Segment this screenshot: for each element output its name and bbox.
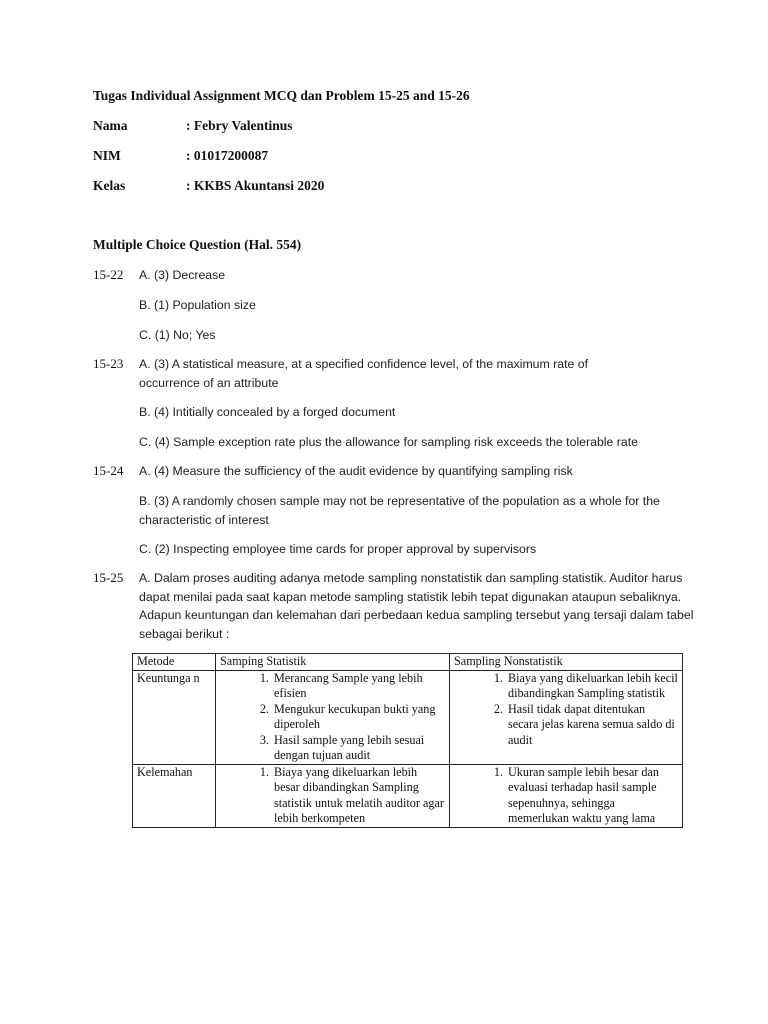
answer-item: C. (4) Sample exception rate plus the allowance for sampling risk exceeds the tolerable rate <box>139 435 638 449</box>
answer-item: C. (2) Inspecting employee time cards for proper approval by supervisors <box>139 542 537 556</box>
table-header-cell: Sampling Nonstatistik <box>450 654 683 671</box>
field-value-nim: : 01017200087 <box>186 148 269 163</box>
answer-item: A. (4) Measure the sufficiency of the audit evidence by quantifying sampling risk <box>139 464 573 478</box>
answer-item: B. (3) A randomly chosen sample may not be representative of the population as a whole for the characteristic of interest <box>139 494 660 527</box>
question-number: 15-23 <box>93 356 124 371</box>
field-value-kelas: : KKBS Akuntansi 2020 <box>186 178 325 193</box>
list-item: 1. Merancang Sample yang lebih efisien <box>272 671 445 702</box>
answer-item: B. (4) Intitially concealed by a forged document <box>139 405 396 419</box>
table-cell <box>450 670 683 764</box>
row-label: Kelemahan <box>133 764 216 827</box>
answer-item: A. (3) A statistical measure, at a specified confidence level, of the maximum rate of occurrence of an attribute <box>139 357 589 390</box>
field-label-nim: NIM <box>93 148 121 163</box>
table-header-cell: Samping Statistik <box>216 654 450 671</box>
question-number: 15-25 <box>93 570 124 585</box>
answer-item: C. (1) No; Yes <box>139 328 216 342</box>
list-item: 2. Hasil tidak dapat ditentukan secara jelas karena semua saldo di audit <box>506 702 678 749</box>
question-number: 15-24 <box>93 463 124 478</box>
list-item: 2. Mengukur kecukupan bukti yang diperoleh <box>272 702 445 733</box>
answer-item: A. (3) Decrease <box>139 268 226 282</box>
list-item: 1. Biaya yang dikeluarkan lebih besar dibandingkan Sampling statistik untuk melatih auditor agar lebih berkompeten <box>272 765 445 827</box>
table-cell <box>216 764 450 827</box>
answer-paragraph: A. Dalam proses auditing adanya metode sampling nonstatistik dan sampling statistik. Auditor harus dapat menilai pada saat kapan metode sampling statistik lebih tepat digunakan ataupun sebaliknya. Adapun keuntungan dan kelemahan dari perbedaan kedua sampling tersebut yang tersaji dalam tabel sebagai berikut : <box>139 571 694 641</box>
row-label: Keuntunga n <box>133 670 216 764</box>
list-item: 1. Ukuran sample lebih besar dan evaluasi terhadap hasil sample sepenuhnya, sehingga memerlukan waktu yang lama <box>506 765 678 827</box>
field-label-nama: Nama <box>93 118 128 133</box>
table-row <box>133 670 683 764</box>
table-header-row <box>133 654 683 671</box>
question-number: 15-22 <box>93 267 124 282</box>
table-header-cell: Metode <box>133 654 216 671</box>
field-value-nama: : Febry Valentinus <box>186 118 293 133</box>
table-cell <box>450 764 683 827</box>
document-title: Tugas Individual Assignment MCQ dan Problem 15-25 and 15-26 <box>93 88 470 103</box>
comparison-table <box>132 653 683 828</box>
table-row <box>133 764 683 827</box>
answer-item: B. (1) Population size <box>139 298 256 312</box>
list-item: 1. Biaya yang dikeluarkan lebih kecil dibandingkan Sampling statistik <box>506 671 678 702</box>
field-label-kelas: Kelas <box>93 178 126 193</box>
list-item: 3. Hasil sample yang lebih sesuai dengan tujuan audit <box>272 733 445 764</box>
section-title: Multiple Choice Question (Hal. 554) <box>93 237 302 252</box>
table-cell <box>216 670 450 764</box>
